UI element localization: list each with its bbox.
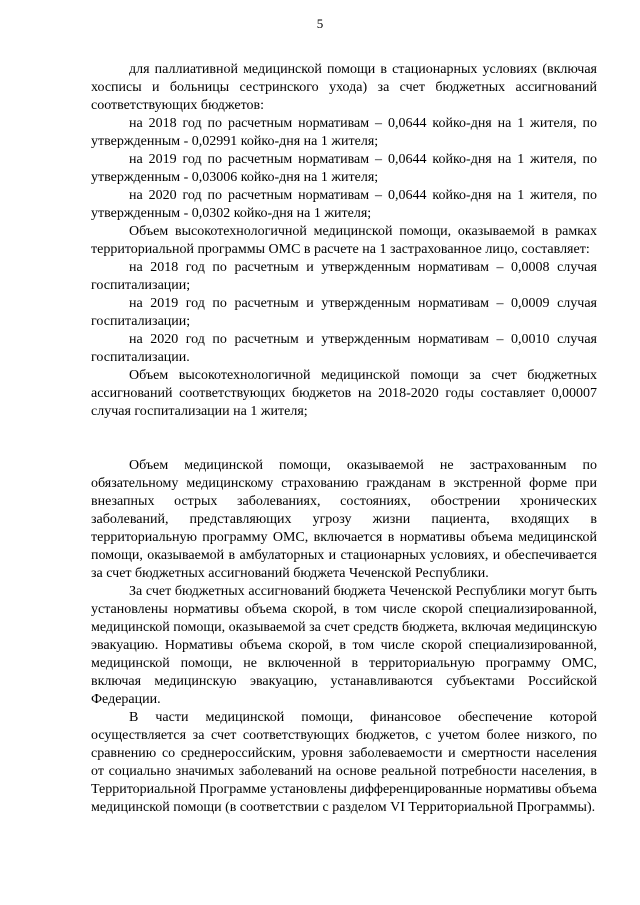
paragraph-hightech-2018: на 2018 год по расчетным и утвержденным нормативам – 0,0008 случая госпитализации; bbox=[91, 260, 597, 293]
document-body bbox=[91, 61, 597, 817]
paragraph-differentiated-norms: В части медицинской помощи, финансовое обеспечение которой осуществляется за счет соответствующих бюджетов, с учетом более низкого, по сравнению со среднероссийским, уровня заболеваемости и смертности населения от социально значимых заболеваний на основе реальной потребности населения, в Территориальной Программе установлены дифференцированные нормативы объема медицинской помощи (в соответствии с разделом VI Территориальной Программы). bbox=[91, 710, 597, 815]
page-number: 5 bbox=[316, 16, 324, 31]
paragraph-hightech-2020: на 2020 год по расчетным и утвержденным нормативам – 0,0010 случая госпитализации. bbox=[91, 332, 597, 365]
paragraph-palliative-2018: на 2018 год по расчетным нормативам – 0,0644 койко-дня на 1 жителя, по утвержденным - 0,02991 койко-дня на 1 жителя; bbox=[91, 116, 597, 149]
paragraph-uninsured-emergency: Объем медицинской помощи, оказываемой не застрахованным по обязательному медицинскому страхованию гражданам в экстренной форме при внезапных острых заболеваниях, состояниях, обострении хронических заболеваний, представляющих угрозу жизни пациента, входящих в территориальную программу ОМС, включается в нормативы объема медицинской помощи, оказываемой в амбулаторных и стационарных условиях, и обеспечивается за счет бюджетных ассигнований бюджета Чеченской Республики. bbox=[91, 458, 597, 581]
paragraph-palliative-intro: для паллиативной медицинской помощи в стационарных условиях (включая хосписы и больницы сестринского ухода) за счет бюджетных ассигнований соответствующих бюджетов: bbox=[91, 62, 597, 113]
paragraph-hightech-budget: Объем высокотехнологичной медицинской помощи за счет бюджетных ассигнований соответствующих бюджетов на 2018-2020 годы составляет 0,00007 случая госпитализации на 1 жителя; bbox=[91, 368, 597, 419]
paragraph-ambulance-norms: За счет бюджетных ассигнований бюджета Чеченской Республики могут быть установлены нормативы объема скорой, в том числе скорой специализированной, медицинской помощи, оказываемой за счет средств бюджета, включая медицинскую эвакуацию. Нормативы объема скорой, в том числе скорой специализированной, медицинской помощи, не включенной в территориальную программу ОМС, включая медицинскую эвакуацию, устанавливаются субъектами Российской Федерации. bbox=[91, 584, 597, 707]
paragraph-hightech-oms-intro: Объем высокотехнологичной медицинской помощи, оказываемой в рамках территориальной программы ОМС в расчете на 1 застрахованное лицо, составляет: bbox=[91, 224, 597, 257]
paragraph-palliative-2020: на 2020 год по расчетным нормативам – 0,0644 койко-дня на 1 жителя, по утвержденным - 0,0302 койко-дня на 1 жителя; bbox=[91, 188, 597, 221]
paragraph-hightech-2019: на 2019 год по расчетным и утвержденным нормативам – 0,0009 случая госпитализации; bbox=[91, 296, 597, 329]
paragraph-palliative-2019: на 2019 год по расчетным нормативам – 0,0644 койко-дня на 1 жителя, по утвержденным - 0,03006 койко-дня на 1 жителя; bbox=[91, 152, 597, 185]
